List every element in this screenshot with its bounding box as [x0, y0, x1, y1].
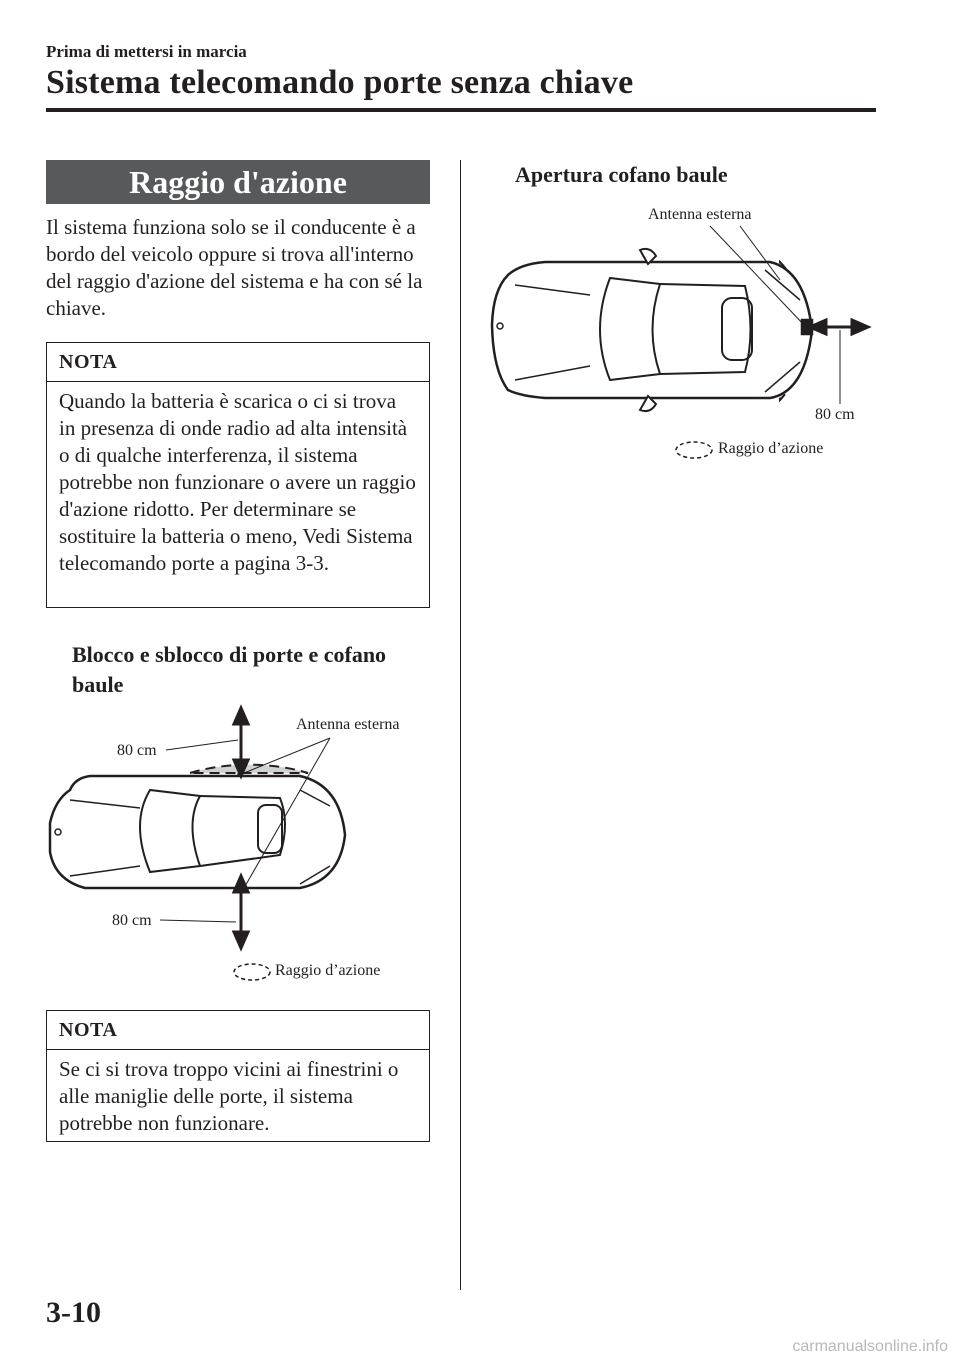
- note-title: NOTA: [47, 343, 429, 382]
- column-divider: [460, 160, 461, 1290]
- distance-label: 80 cm: [112, 912, 152, 929]
- car-top-view-1: [50, 773, 345, 890]
- subheading-lock-unlock: Blocco e sblocco di porte e cofano baule: [72, 642, 387, 697]
- car-top-view-2: [492, 249, 812, 411]
- range-zone-rear: [780, 262, 807, 400]
- range-legend-label: Raggio d’azione: [275, 962, 381, 979]
- section-title: Sistema telecomando porte senza chiave: [46, 64, 634, 101]
- title-rule: [46, 108, 876, 112]
- intro-paragraph: Il sistema funziona solo se il conducente è a bordo del veicolo oppure si trova all'interno del raggio d'azione del sistema e ha con sé la chiave.: [46, 215, 423, 320]
- range-zone-bottom: [190, 873, 305, 884]
- leader-lines-2: [710, 226, 840, 404]
- antenna-label: Antenna esterna: [296, 716, 400, 733]
- note-body: Quando la batteria è scarica o ci si trova in presenza di onde radio ad alta intensità o di qualche interferenza, il sistema potrebbe non funzionare o avere un raggio d'azione ridotto. Per determinare se sostituire la batteria o meno, Vedi Sistema telecomando porte a pagina 3-3.: [59, 389, 416, 575]
- watermark: carmanualsonline.info: [792, 1338, 948, 1355]
- distance-label: 80 cm: [117, 742, 157, 759]
- distance-arrow-2: [810, 320, 868, 334]
- range-legend-swatch-1: [234, 964, 270, 980]
- range-legend-label: Raggio d’azione: [718, 440, 824, 457]
- note-box: [46, 342, 430, 608]
- breadcrumb: Prima di mettersi in marcia: [46, 42, 247, 61]
- page-number: 3-10: [46, 1296, 101, 1329]
- note-title: NOTA: [47, 1011, 429, 1050]
- distance-label: 80 cm: [815, 406, 855, 423]
- range-zone-top: [190, 765, 308, 773]
- note-body: Se ci si trova troppo vicini ai finestrini o alle maniglie delle porte, il sistema potrebbe non funzionare.: [59, 1057, 399, 1135]
- range-legend-swatch-2: [676, 442, 712, 458]
- leader-lines-1: [160, 738, 330, 922]
- distance-arrows-1: [234, 708, 248, 948]
- note-box: [46, 1010, 430, 1142]
- subheading-trunk: Apertura cofano baule: [515, 162, 728, 187]
- antenna-label: Antenna esterna: [648, 206, 752, 223]
- page-heading: Raggio d'azione: [46, 160, 430, 204]
